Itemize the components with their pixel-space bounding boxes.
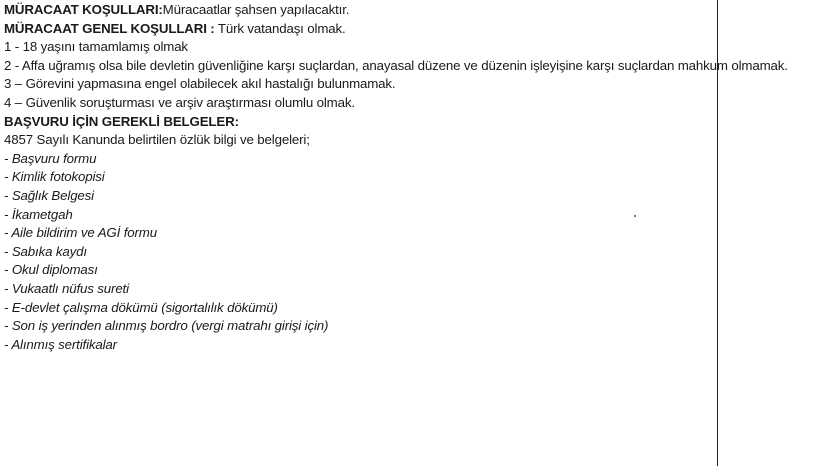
condition-item: 1 - 18 yaşını tamamlamış olmak <box>4 39 188 55</box>
document-item: - Vukaatlı nüfus sureti <box>4 280 129 296</box>
document-item: - E-devlet çalışma dökümü (sigortalılık dökümü) <box>4 299 278 315</box>
document-item: - Kimlik fotokopisi <box>4 169 105 185</box>
document-item: - Okul diploması <box>4 262 98 278</box>
document-item: - Son iş yerinden alınmış bordro (vergi matrahı girişi için) <box>4 318 329 334</box>
document-item: - Aile bildirim ve AGİ formu <box>4 225 157 241</box>
application-conditions-line <box>4 1 816 20</box>
required-documents-heading: BAŞVURU İÇİN GEREKLİ BELGELER: <box>4 113 239 129</box>
document-item: - Alınmış sertifikalar <box>4 336 117 352</box>
general-conditions-text: Türk vatandaşı olmak. <box>214 20 346 36</box>
general-conditions-heading: MÜRACAAT GENEL KOŞULLARI : <box>4 20 215 36</box>
application-conditions-heading: MÜRACAAT KOŞULLARI: <box>4 2 163 17</box>
application-conditions-text: Müracaatlar şahsen yapılacaktır. <box>162 2 350 17</box>
condition-item: 4 – Güvenlik soruşturması ve arşiv araştırması olumlu olmak. <box>4 94 355 110</box>
condition-item: 2 - Affa uğramış olsa bile devletin güvenliğine karşı suçlardan, anayasal düzene ve düzenin işleyişine karşı suçlardan mahkum olmamak. <box>4 57 788 73</box>
document-item: - İkametgah <box>4 206 73 222</box>
required-documents-intro: 4857 Sayılı Kanunda belirtilen özlük bilgi ve belgeleri; <box>4 132 310 148</box>
document-body <box>4 1 816 354</box>
document-item: - Başvuru formu <box>4 150 97 166</box>
document-item: - Sağlık Belgesi <box>4 187 94 203</box>
document-item: - Sabıka kaydı <box>4 243 87 259</box>
condition-item: 3 – Görevini yapmasına engel olabilecek akıl hastalığı bulunmamak. <box>4 76 396 92</box>
general-conditions-line <box>4 20 816 39</box>
